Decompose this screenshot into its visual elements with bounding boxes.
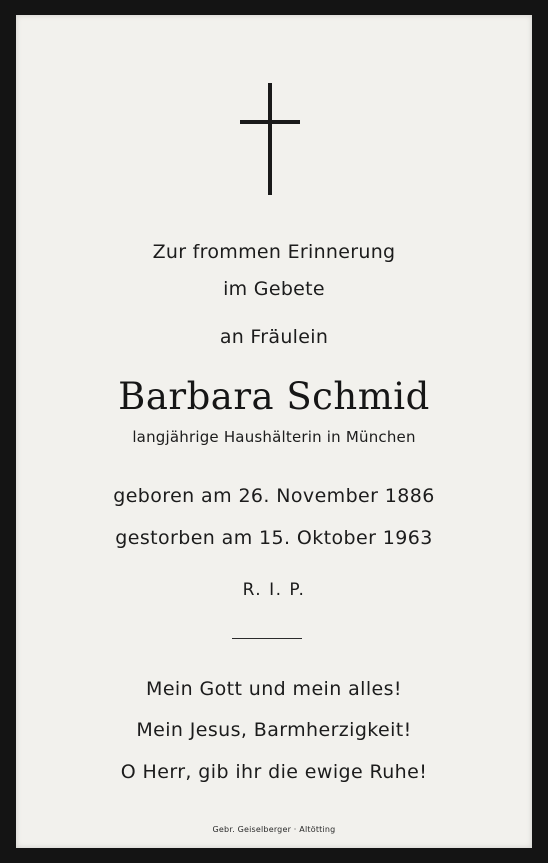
intro-line-1: Zur frommen Erinnerung	[152, 241, 396, 263]
rip-text: R. I. P.	[242, 580, 306, 600]
intro-line-3: an Fräulein	[219, 326, 329, 348]
prayer-line-3: O Herr, gib ihr die ewige Ruhe!	[120, 761, 428, 783]
prayer-line-2: Mein Jesus, Barmherzigkeit!	[136, 719, 412, 741]
cross-horizontal-bar	[240, 120, 300, 124]
printer-imprint: Gebr. Geiselberger · Altötting	[212, 825, 336, 834]
prayer-line-1: Mein Gott und mein alles!	[146, 678, 402, 700]
cross-vertical-bar	[268, 83, 272, 195]
memorial-card	[16, 15, 532, 848]
deceased-name: Barbara Schmid	[118, 375, 430, 418]
divider-line	[232, 638, 302, 639]
birth-date-line: geboren am 26. November 1886	[113, 485, 435, 507]
cross-icon	[240, 83, 300, 195]
deceased-occupation: langjährige Haushälterin in München	[132, 428, 416, 446]
death-date-line: gestorben am 15. Oktober 1963	[115, 527, 433, 549]
intro-line-2: im Gebete	[223, 278, 325, 300]
